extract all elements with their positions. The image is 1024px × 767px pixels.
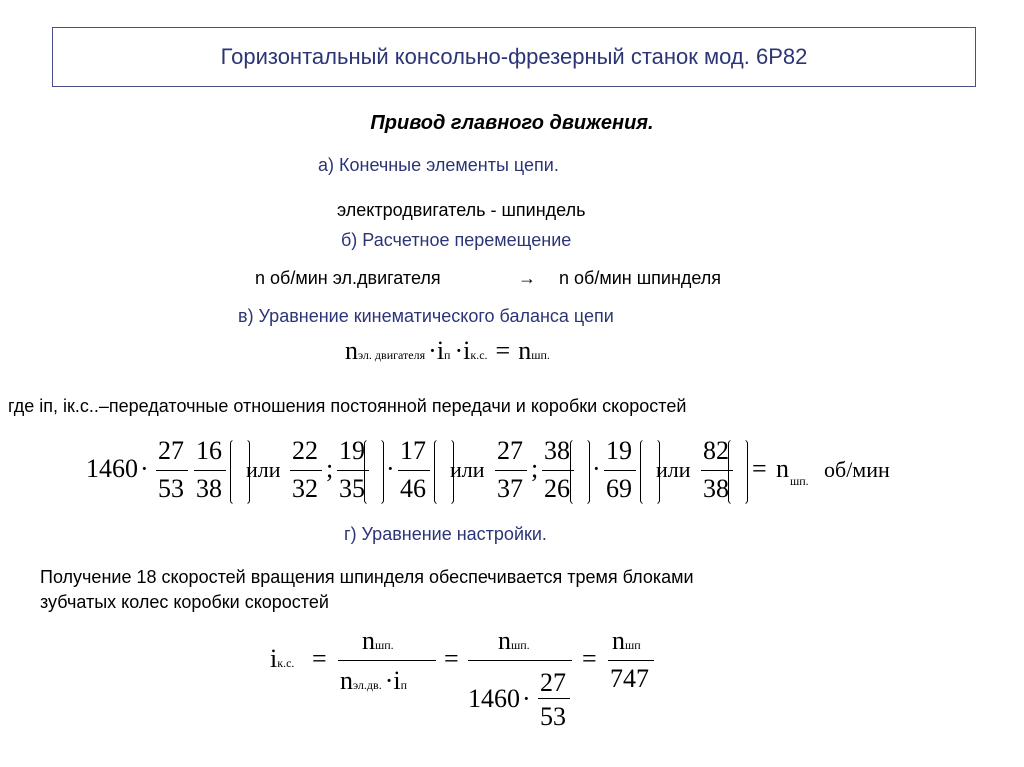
- item-a-text: электродвигатель - шпиндель: [337, 200, 586, 220]
- item-b-label: б) Расчетное перемещение: [341, 230, 572, 250]
- paragraph-line-2: зубчатых колес коробки скоростей: [40, 592, 329, 612]
- arrow-icon: →: [518, 268, 536, 288]
- item-b-left: n об/мин эл.двигателя: [255, 268, 441, 288]
- section-heading: Привод главного движения.: [370, 112, 654, 134]
- where-text: где iп, iк.с..–передаточные отношения постоянной передачи и коробки скоростей: [8, 396, 687, 416]
- item-v-label: в) Уравнение кинематического баланса цепи: [238, 306, 614, 326]
- paragraph-line-1: Получение 18 скоростей вращения шпинделя обеспечивается тремя блоками: [40, 567, 694, 587]
- item-b-right: n об/мин шпинделя: [559, 268, 722, 288]
- item-a-label: а) Конечные элементы цепи.: [318, 155, 559, 175]
- speed-equation: 1460 · 27 53 16 38 или 22 32 ; 19 35 · 17 46 или 27 37 ; 38 26 · 19 69 или 82 38 = n шп. об/мин: [0, 432, 1024, 512]
- tuning-equation: iк.с. = nшп. nэл.дв. ·iп = nшп. 1460· 27 53 = nшп 747: [0, 624, 1024, 764]
- slide-title: Горизонтальный консольно-фрезерный станок мод. 6Р82: [220, 44, 808, 69]
- kinematic-balance-equation: nэл. двигателя ·iп ·iк.с. = nшп.: [345, 336, 550, 365]
- item-g-label: г) Уравнение настройки.: [344, 524, 547, 544]
